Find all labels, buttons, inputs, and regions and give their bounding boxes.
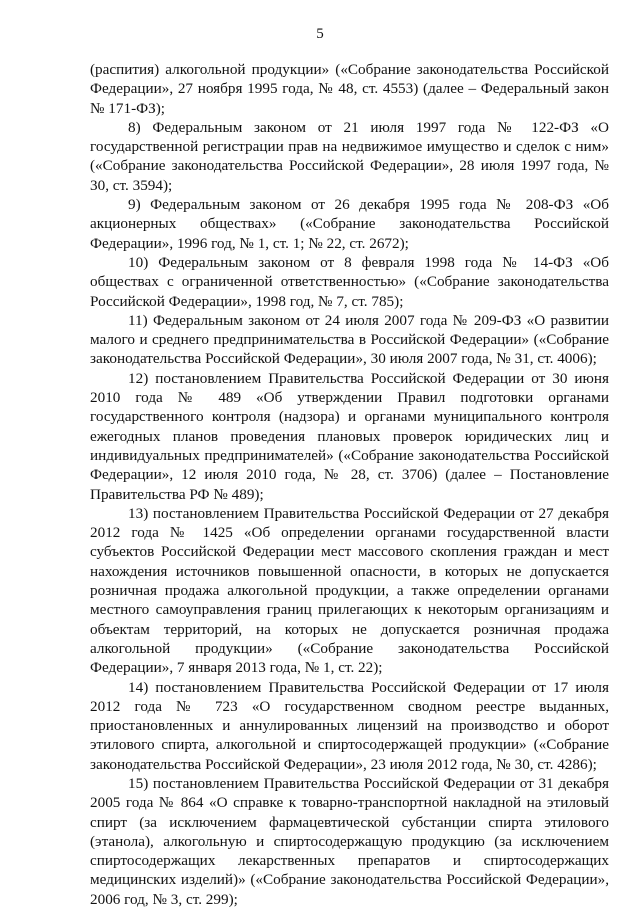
paragraph-item-10: 10) Федеральным законом от 8 февраля 1998 года № 14-ФЗ «Об обществах с ограниченной ответственностью» («Собрание законодательства Российской Федерации», 1998 год, № 7, ст. 785); xyxy=(90,253,609,310)
paragraph-item-12: 12) постановлением Правительства Российской Федерации от 30 июня 2010 года № 489 «Об утверждении Правил подготовки органами государственного контроля (надзора) и органами муниципального контроля ежегодных планов проведения плановых проверок юридических лиц и индивидуальных предпринимателей» («Собрание законодательства Российской Федерации», 12 июля 2010 года, № 28, ст. 3706) (далее – Постановление Правительства РФ № 489); xyxy=(90,369,609,503)
paragraph-item-15: 15) постановлением Правительства Российской Федерации от 31 декабря 2005 года № 864 «О справке к товарно-транспортной накладной на этиловый спирт (за исключением фармацевтической субстанции спирта этилового (этанола), алкогольную и спиртосодержащую продукцию (за исключением спиртосодержащих лекарственных препаратов и спиртосодержащих медицинских изделий)» («Собрание законодательства Российской Федерации», 2006 год, № 3, ст. 299); xyxy=(90,774,609,908)
paragraph-item-14: 14) постановлением Правительства Российской Федерации от 17 июля 2012 года № 723 «О государственном сводном реестре выданных, приостановленных и аннулированных лицензий на производство и оборот этилового спирта, алкогольной и спиртосодержащей продукции» («Собрание законодательства Российской Федерации», 23 июля 2012 года, № 30, ст. 4286); xyxy=(90,678,609,773)
paragraph-continuation: (распития) алкогольной продукции» («Собрание законодательства Российской Федерации», 27 ноября 1995 года, № 48, ст. 4553) (далее – Федеральный закон № 171-ФЗ); xyxy=(90,61,609,117)
paragraph-item-8: 8) Федеральным законом от 21 июля 1997 года № 122-ФЗ «О государственной регистрации прав на недвижимое имущество и сделок с ним» («Собрание законодательства Российской Федерации», 28 июля 1997 года, № 30, ст. 3594); xyxy=(90,118,609,194)
paragraph-item-13: 13) постановлением Правительства Российской Федерации от 27 декабря 2012 года № 1425 «Об определении органами государственной власти субъектов Российской Федерации мест массового скопления граждан и мест нахождения источников повышенной опасности, в которых не допускается розничная продажа алкогольной продукции, а также определении органами местного самоуправления границ прилегающих к некоторым организациям и объектам территорий, на которых не допускается розничная продажа алкогольной продукции» («Собрание законодательства Российской Федерации», 7 января 2013 года, № 1, ст. 22); xyxy=(90,504,609,677)
document-body xyxy=(90,60,609,909)
page-number: 5 xyxy=(316,26,324,42)
paragraph-item-9: 9) Федеральным законом от 26 декабря 1995 года № 208-ФЗ «Об акционерных обществах» («Собрание законодательства Российской Федерации», 1996 год, № 1, ст. 1; № 22, ст. 2672); xyxy=(90,196,609,252)
paragraph-item-11: 11) Федеральным законом от 24 июля 2007 года № 209-ФЗ «О развитии малого и среднего предпринимательства в Российской Федерации» («Собрание законодательства Российской Федерации», 30 июля 2007 года, № 31, ст. 4006); xyxy=(90,311,609,368)
